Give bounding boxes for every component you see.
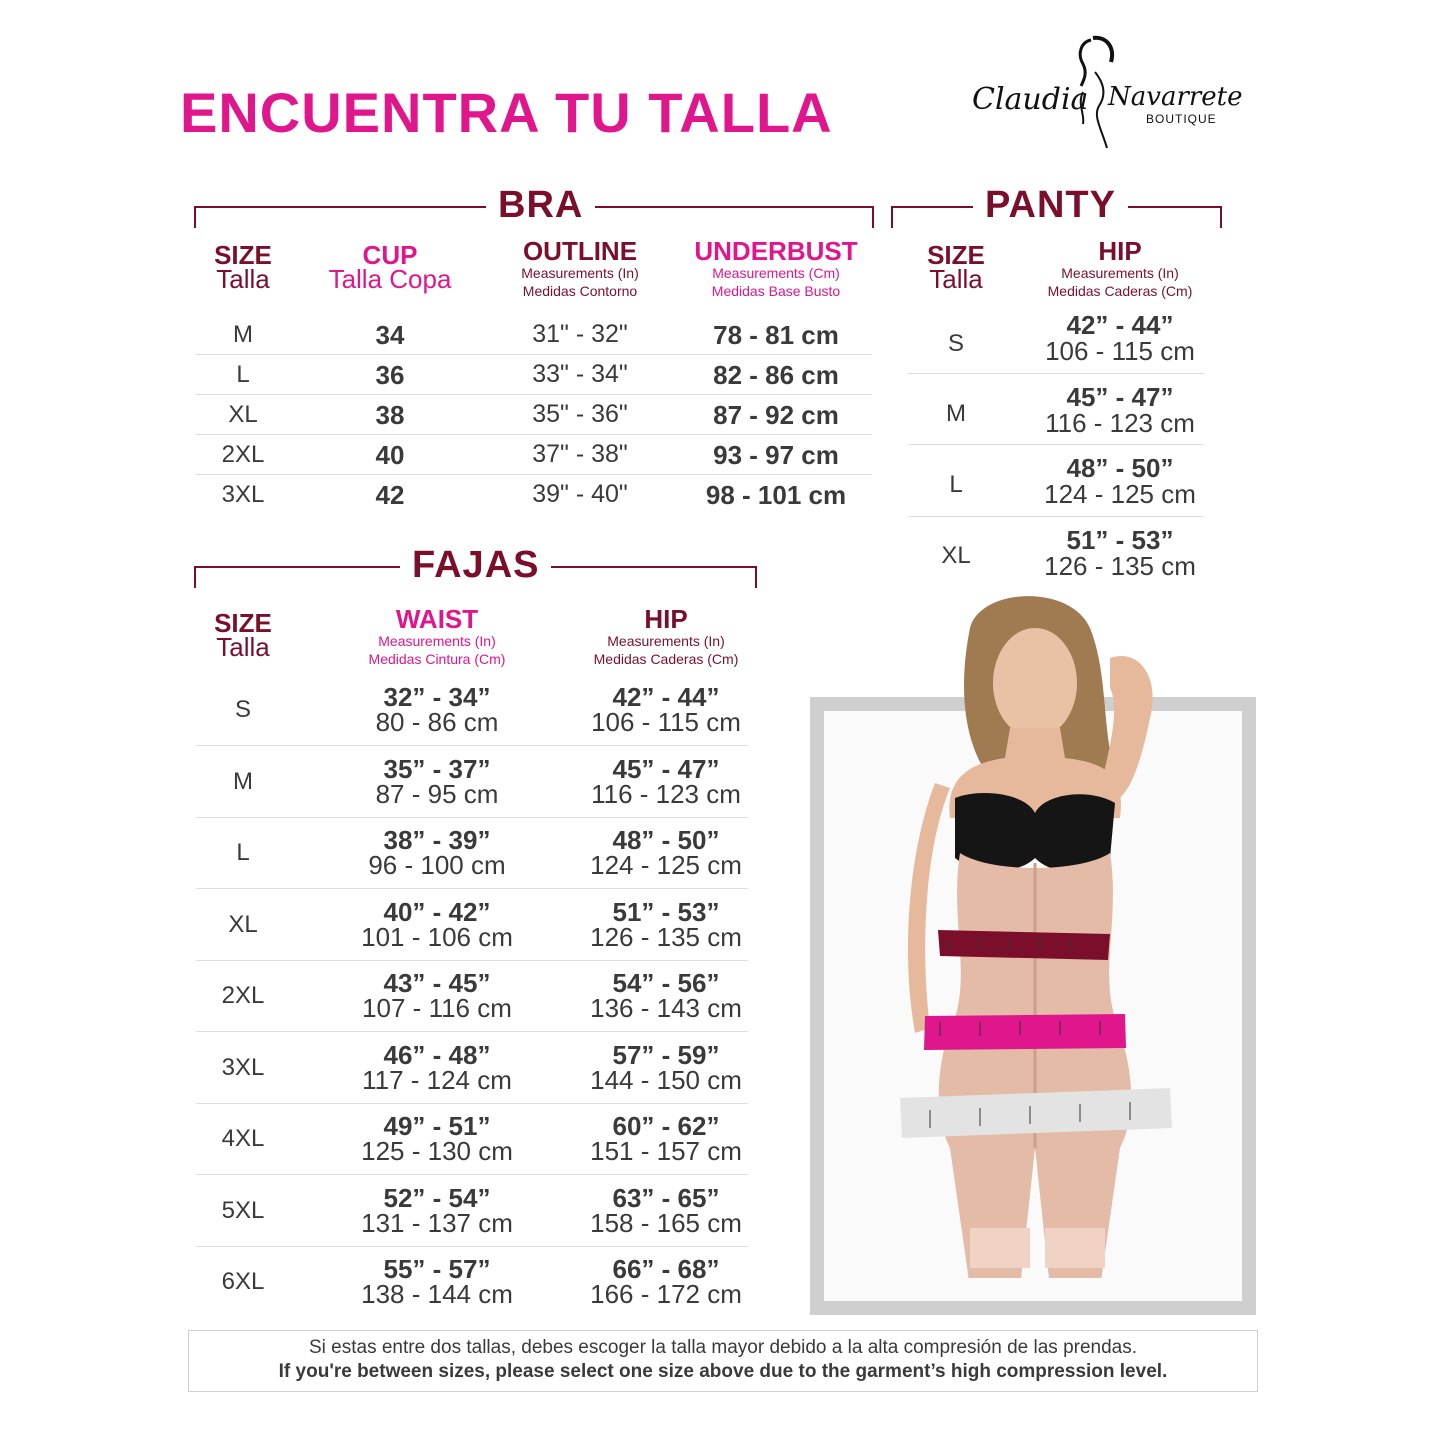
fajas-bracket-right: [755, 566, 757, 588]
fajas-hip-in: 66” - 68”: [612, 1254, 720, 1284]
fajas-size: 3XL: [221, 1054, 265, 1081]
fajas-waist-cm: 107 - 116 cm: [362, 993, 512, 1023]
fajas-header-hip-sub2: Medidas Caderas (Cm): [593, 651, 739, 667]
fajas-hip-cm: 124 - 125 cm: [590, 850, 742, 880]
fajas-header-waist-sub2: Medidas Cintura (Cm): [368, 651, 506, 667]
bra-header-cup: CUP: [362, 240, 418, 270]
fajas-size: 2XL: [221, 982, 265, 1009]
bra-outline: 31" - 32": [532, 320, 628, 348]
bra-header-size: SIZE: [214, 240, 272, 270]
bra-outline: 39" - 40": [532, 480, 628, 508]
bra-size: M: [233, 321, 253, 348]
row-divider: [196, 817, 748, 818]
panty-size: M: [946, 400, 966, 427]
fajas-hip-in: 57” - 59”: [612, 1040, 720, 1070]
panty-hip-in: 42” - 44”: [1066, 310, 1174, 340]
fajas-waist-cm: 131 - 137 cm: [361, 1208, 513, 1238]
row-divider: [196, 888, 748, 889]
fajas-header-hip-sub1: Measurements (In): [607, 633, 725, 649]
bra-cup: 38: [375, 400, 405, 430]
fajas-size: S: [234, 696, 251, 723]
bra-section-title: BRA: [486, 184, 595, 227]
note-spanish: Si estas entre dos tallas, debes escoger la talla mayor debido a la alta compresión de las prendas.: [308, 1337, 1138, 1358]
fajas-size: M: [233, 768, 253, 795]
bra-header-outline-sub2: Medidas Contorno: [522, 283, 638, 299]
fajas-hip-cm: 126 - 135 cm: [590, 922, 742, 952]
fajas-hip-cm: 158 - 165 cm: [590, 1208, 742, 1238]
bra-underbust: 98 - 101 cm: [705, 480, 847, 510]
fajas-bracket-left: [194, 566, 196, 588]
row-divider: [196, 1246, 748, 1247]
bra-underbust: 82 - 86 cm: [713, 360, 839, 390]
fajas-waist-in: 43” - 45”: [383, 968, 491, 998]
row-divider: [908, 516, 1204, 517]
panty-header-size: SIZE: [927, 240, 985, 270]
fajas-waist-in: 46” - 48”: [383, 1040, 491, 1070]
bra-cup: 36: [375, 360, 405, 390]
fajas-size: XL: [228, 911, 258, 938]
fajas-header-hip: HIP: [644, 604, 688, 634]
fajas-hip-in: 51” - 53”: [612, 897, 720, 927]
size-note: [188, 1330, 1258, 1392]
panty-hip-cm: 126 - 135 cm: [1044, 551, 1196, 581]
panty-hip-cm: 116 - 123 cm: [1045, 408, 1195, 438]
row-divider: [196, 434, 872, 435]
fajas-hip-in: 48” - 50”: [612, 825, 720, 855]
fajas-hip-cm: 106 - 115 cm: [591, 707, 741, 737]
fajas-hip-in: 45” - 47”: [612, 754, 720, 784]
bra-outline: 35" - 36": [532, 400, 628, 428]
fajas-waist-in: 49” - 51”: [383, 1111, 491, 1141]
fajas-header-size-sub: Talla: [216, 632, 270, 662]
fajas-section-title: FAJAS: [400, 544, 551, 587]
row-divider: [196, 1031, 748, 1032]
bra-outline: 37" - 38": [532, 440, 628, 468]
note-english: If you're between sizes, please select one size above due to the garment’s high compression level.: [278, 1361, 1168, 1382]
fajas-hip-in: 63” - 65”: [612, 1183, 720, 1213]
row-divider: [908, 444, 1204, 445]
panty-hip-in: 45” - 47”: [1066, 382, 1174, 412]
brand-logo: [968, 30, 1243, 155]
panty-hip-cm: 124 - 125 cm: [1044, 479, 1196, 509]
bra-underbust: 78 - 81 cm: [713, 320, 839, 350]
row-divider: [196, 960, 748, 961]
panty-bracket-left: [891, 206, 893, 228]
panty-hip-in: 51” - 53”: [1066, 525, 1174, 555]
bra-outline: 33" - 34": [532, 360, 628, 388]
row-divider: [196, 474, 872, 475]
fajas-header-size: SIZE: [214, 608, 272, 638]
fajas-waist-in: 52” - 54”: [383, 1183, 491, 1213]
fajas-hip-in: 42” - 44”: [612, 682, 720, 712]
fajas-header-waist: WAIST: [395, 604, 479, 634]
bra-cup: 34: [375, 320, 405, 350]
row-divider: [196, 745, 748, 746]
panty-header-hip-sub1: Measurements (In): [1061, 265, 1179, 281]
bra-header-size-sub: Talla: [216, 264, 270, 294]
bra-header-cup-sub: Talla Copa: [328, 264, 452, 294]
bra-bracket-left: [194, 206, 196, 228]
bra-cup: 42: [375, 480, 405, 510]
fajas-waist-in: 55” - 57”: [383, 1254, 491, 1284]
panty-header-size-sub: Talla: [929, 264, 983, 294]
logo-name-left: Claudia: [972, 82, 1089, 117]
bra-size: XL: [228, 401, 258, 428]
panty-hip-cm: 106 - 115 cm: [1045, 336, 1195, 366]
panty-bracket-right: [1220, 206, 1222, 228]
row-divider: [908, 373, 1204, 374]
bra-size: 2XL: [221, 441, 265, 468]
bra-size: 3XL: [221, 481, 265, 508]
bra-cup: 40: [375, 440, 405, 470]
panty-size: L: [949, 471, 963, 498]
fajas-header-waist-sub1: Measurements (In): [378, 633, 496, 649]
fajas-size: 5XL: [221, 1197, 265, 1224]
row-divider: [196, 1103, 748, 1104]
bra-bracket-right: [872, 206, 874, 228]
bra-underbust: 87 - 92 cm: [713, 400, 839, 430]
fajas-waist-in: 38” - 39”: [383, 825, 491, 855]
logo-subtitle: BOUTIQUE: [1146, 112, 1217, 126]
panty-header-hip-sub2: Medidas Caderas (Cm): [1047, 283, 1193, 299]
fajas-hip-cm: 116 - 123 cm: [591, 779, 741, 809]
row-divider: [196, 354, 872, 355]
fajas-waist-in: 35” - 37”: [383, 754, 491, 784]
fajas-waist-cm: 80 - 86 cm: [375, 707, 499, 737]
page-title: ENCUENTRA TU TALLA: [180, 81, 833, 144]
bra-header-underbust-sub1: Measurements (Cm): [712, 265, 840, 281]
model-photo: [820, 588, 1266, 1278]
fajas-hip-cm: 144 - 150 cm: [590, 1065, 742, 1095]
panty-header-hip: HIP: [1098, 236, 1142, 266]
fajas-size: 4XL: [221, 1125, 265, 1152]
fajas-waist-cm: 138 - 144 cm: [361, 1279, 513, 1309]
bra-header-outline-sub1: Measurements (In): [521, 265, 639, 281]
fajas-waist-cm: 101 - 106 cm: [361, 922, 513, 952]
fajas-waist-cm: 96 - 100 cm: [368, 850, 506, 880]
fajas-hip-cm: 166 - 172 cm: [590, 1279, 742, 1309]
row-divider: [196, 1174, 748, 1175]
fajas-size: L: [236, 839, 250, 866]
logo-name-right: Navarrete: [1108, 82, 1243, 112]
bra-header-underbust-sub2: Medidas Base Busto: [711, 283, 841, 299]
fajas-hip-cm: 151 - 157 cm: [590, 1136, 742, 1166]
row-divider: [196, 394, 872, 395]
fajas-waist-cm: 117 - 124 cm: [362, 1065, 512, 1095]
bra-header-underbust: UNDERBUST: [694, 236, 858, 266]
panty-size: S: [947, 330, 964, 357]
fajas-size: 6XL: [221, 1268, 265, 1295]
fajas-hip-in: 60” - 62”: [612, 1111, 720, 1141]
bra-size: L: [236, 361, 250, 388]
fajas-hip-cm: 136 - 143 cm: [590, 993, 742, 1023]
fajas-hip-in: 54” - 56”: [612, 968, 720, 998]
fajas-waist-cm: 125 - 130 cm: [361, 1136, 513, 1166]
panty-size: XL: [941, 542, 971, 569]
bra-header-outline: OUTLINE: [522, 236, 638, 266]
fajas-waist-in: 40” - 42”: [383, 897, 491, 927]
bra-underbust: 93 - 97 cm: [713, 440, 839, 470]
panty-hip-in: 48” - 50”: [1066, 453, 1174, 483]
panty-section-title: PANTY: [973, 184, 1128, 227]
fajas-waist-cm: 87 - 95 cm: [375, 779, 499, 809]
fajas-waist-in: 32” - 34”: [383, 682, 491, 712]
